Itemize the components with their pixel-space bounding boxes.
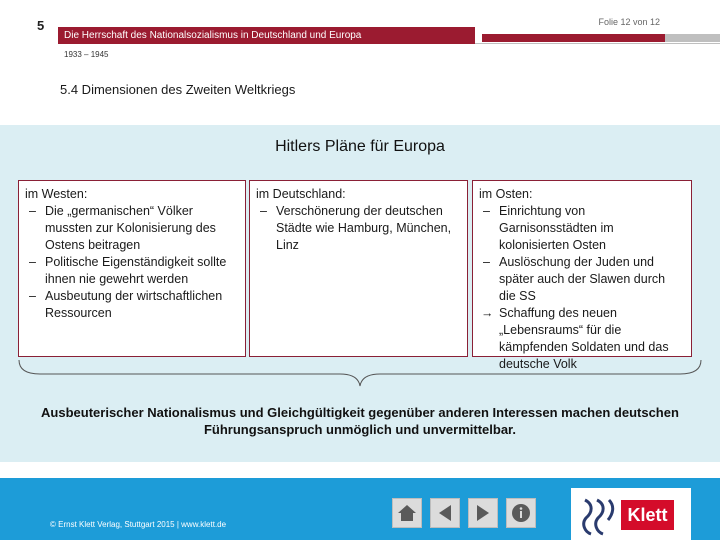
header-title: Die Herrschaft des Nationalsozialismus in Deutschland und Europa [64,30,362,41]
box-east-heading: im Osten: [479,187,533,201]
info-button[interactable] [506,498,536,528]
back-button[interactable] [430,498,460,528]
list-item: – Politische Eigenständigkeit sollte ihnen nie gewehrt werden [29,255,227,286]
chapter-number: 5 [37,18,45,33]
header-years: 1933 – 1945 [64,50,109,59]
box-germany-list [256,203,461,254]
right-arrow-icon: → [481,306,494,320]
list-item-arrow: → Schaffung des neuen „Lebensraums“ für die kämpfenden Soldaten und das deutsche Volk [481,306,669,371]
box-west-heading: im Westen: [25,187,88,201]
forward-button[interactable] [468,498,498,528]
divider [475,43,720,44]
box-germany [249,180,468,357]
box-east [472,180,692,371]
copyright: © Ernst Klett Verlag, Stuttgart 2015 | www.klett.de [50,520,227,529]
forward-arrow-icon [473,503,493,523]
list-item: – Einrichtung von Garnisonsstädten im kolonisierten Osten [483,204,614,252]
info-icon [510,502,532,524]
list-item: – Verschönerung der deutschen Städte wie Hamburg, München, Linz [260,204,452,252]
back-arrow-icon [435,503,455,523]
klett-swirl-icon [577,494,619,536]
curly-brace-icon [18,358,702,388]
box-germany-heading: im Deutschland: [256,187,346,201]
box-east-list [479,203,685,373]
conclusion-text: Ausbeuterischer Nationalismus und Gleichgültigkeit gegenüber anderen Interessen machen deutschen Führungsanspruch unmöglich und unvermittelbar. [41,405,679,437]
list-item: – Auslöschung der Juden und später auch der Slawen durch die SS [483,255,666,303]
section-title: 5.4 Dimensionen des Zweiten Weltkriegs [60,82,296,97]
title-bar-gray [665,34,720,42]
slide-counter: Folie 12 von 12 [598,17,660,27]
klett-logo-text: Klett [621,500,674,530]
home-icon [396,503,418,523]
box-west [18,180,246,357]
list-item: – Die „germanischen“ Völker mussten zur Kolonisierung des Ostens beitragen [29,204,216,252]
list-item: – Ausbeutung der wirtschaftlichen Ressourcen [29,289,223,320]
box-west-list [25,203,239,322]
home-button[interactable] [392,498,422,528]
panel-title: Hitlers Pläne für Europa [275,138,445,155]
title-bar-extension [482,34,665,42]
